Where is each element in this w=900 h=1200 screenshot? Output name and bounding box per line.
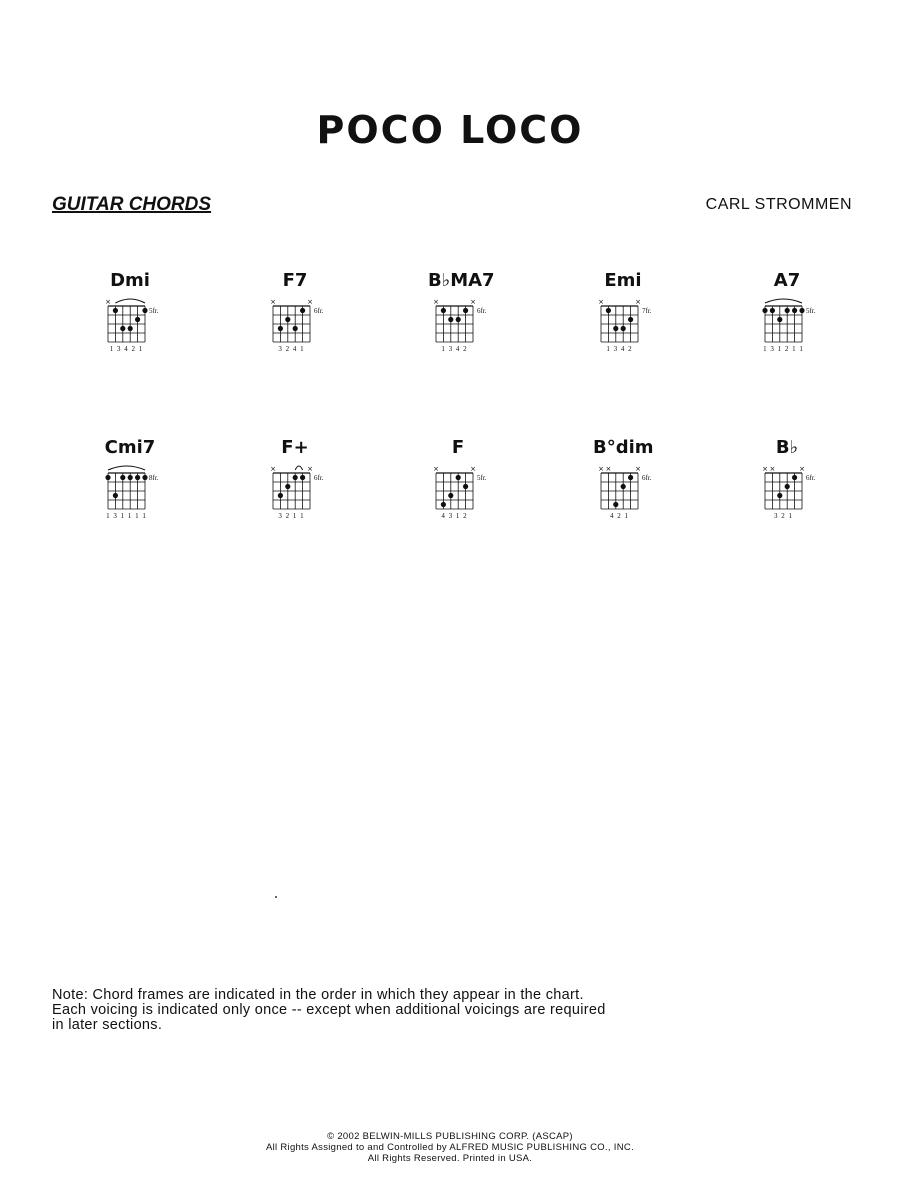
chord-name: B♭ [775, 437, 799, 458]
finger-dot [613, 326, 618, 331]
finger-dot [135, 475, 140, 480]
finger-dot [448, 317, 453, 322]
fret-position-label: 6fr. [477, 307, 487, 315]
finger-dot [120, 475, 125, 480]
finger-dot [285, 484, 290, 489]
fingering-label: 4 2 1 [610, 512, 629, 520]
finger-dot [278, 493, 283, 498]
finger-dot [762, 308, 767, 313]
chord-diagram [593, 270, 683, 380]
muted-string-marker: × [799, 465, 805, 473]
finger-dot [463, 308, 468, 313]
finger-dot [128, 475, 133, 480]
muted-string-marker: × [605, 465, 612, 473]
barre-arc [765, 299, 802, 303]
fret-position-label: 5fr. [149, 307, 159, 315]
finger-dot [142, 308, 147, 313]
chord-frame [265, 270, 355, 380]
fingering-label: 1 3 4 2 1 [109, 345, 144, 353]
chord-name: Dmi [110, 270, 150, 291]
finger-dot [441, 502, 446, 507]
chord-diagram [428, 270, 518, 380]
finger-dot [293, 326, 298, 331]
fingering-label: 3 2 4 1 [278, 345, 305, 353]
fingering-label: 1 3 1 1 1 1 [106, 512, 147, 520]
chord-diagram [265, 437, 355, 547]
fret-position-label: 8fr. [149, 474, 159, 482]
chord-name: Cmi7 [104, 437, 156, 458]
finger-dot [113, 493, 118, 498]
chord-name: F+ [281, 437, 309, 458]
finger-dot [135, 317, 140, 322]
chord-diagram [757, 437, 847, 547]
finger-dot [628, 475, 633, 480]
chord-name: Emi [604, 270, 642, 291]
footnote-line-3: in later sections. [52, 1017, 163, 1033]
composer-name: CARL STROMMEN [705, 196, 852, 213]
section-label: GUITAR CHORDS [52, 194, 212, 215]
chord-frame [593, 437, 683, 547]
finger-dot [441, 308, 446, 313]
finger-dot [456, 475, 461, 480]
muted-string-marker: × [598, 298, 604, 306]
finger-dot [628, 317, 633, 322]
chord-name: F7 [282, 270, 308, 291]
finger-dot [799, 308, 804, 313]
copyright-line-2: All Rights Assigned to and Controlled by ALFRED MUSIC PUBLISHING CO., INC. [265, 1142, 635, 1153]
muted-string-marker: × [762, 465, 768, 473]
copyright [0, 1131, 900, 1164]
muted-string-marker: × [307, 298, 313, 306]
chord-frame [757, 270, 847, 380]
muted-string-marker: × [635, 465, 641, 473]
chord-frame [593, 270, 683, 380]
muted-string-marker: × [307, 465, 313, 473]
chord-diagram [757, 270, 847, 380]
chord-diagram [428, 437, 518, 547]
fret-position-label: 6fr. [314, 474, 324, 482]
finger-dot [278, 326, 283, 331]
finger-dot [300, 475, 305, 480]
fingering-label: 4 3 1 2 [441, 512, 468, 520]
muted-string-marker: × [105, 298, 111, 306]
finger-dot [777, 493, 782, 498]
barre-arc [108, 466, 145, 470]
muted-string-marker: × [598, 465, 604, 473]
fingering-label: 3 2 1 [774, 512, 793, 520]
chord-name: B°dim [593, 437, 654, 458]
finger-dot [777, 317, 782, 322]
finger-dot [113, 308, 118, 313]
finger-dot [293, 475, 298, 480]
copyright-line-1: © 2002 BELWIN-MILLS PUBLISHING CORP. (ASCAP) [327, 1131, 573, 1142]
finger-dot [785, 308, 790, 313]
chord-frame [428, 437, 518, 547]
footnote-line-1: Note: Chord frames are indicated in the order in which they appear in the chart. [52, 987, 584, 1003]
muted-string-marker: × [270, 465, 276, 473]
finger-dot [785, 484, 790, 489]
chord-frame [428, 270, 518, 380]
fret-position-label: 6fr. [314, 307, 324, 315]
chord-frame [100, 270, 190, 380]
chord-frame [265, 437, 355, 547]
page-title: POCO LOCO [316, 108, 584, 152]
fret-position-label: 6fr. [806, 474, 816, 482]
fingering-label: 1 3 4 2 [441, 345, 468, 353]
muted-string-marker: × [433, 465, 439, 473]
chord-frame [757, 437, 847, 547]
fret-position-label: 5fr. [806, 307, 816, 315]
muted-string-marker: × [433, 298, 439, 306]
muted-string-marker: × [635, 298, 641, 306]
finger-dot [792, 308, 797, 313]
muted-string-marker: × [470, 465, 476, 473]
finger-dot [285, 317, 290, 322]
copyright-line-3: All Rights Reserved. Printed in USA. [367, 1153, 533, 1164]
finger-dot [770, 308, 775, 313]
footnote [52, 988, 852, 1033]
finger-dot [792, 475, 797, 480]
chord-name: A7 [773, 270, 801, 291]
finger-dot [142, 475, 147, 480]
finger-dot [105, 475, 110, 480]
chord-name: F [451, 437, 465, 458]
fingering-label: 3 2 1 1 [278, 512, 305, 520]
chord-diagram [265, 270, 355, 380]
chord-name: B♭MA7 [428, 270, 495, 291]
finger-dot [621, 484, 626, 489]
muted-string-marker: × [769, 465, 776, 473]
finger-dot [621, 326, 626, 331]
chord-diagram [100, 270, 190, 380]
muted-string-marker: × [470, 298, 476, 306]
barre-arc [115, 299, 145, 303]
footnote-line-2: Each voicing is indicated only once -- except when additional voicings are required [52, 1002, 606, 1018]
muted-string-marker: × [270, 298, 276, 306]
chord-diagram [100, 437, 190, 547]
finger-dot [606, 308, 611, 313]
finger-dot [448, 493, 453, 498]
stray-mark [275, 896, 277, 898]
chord-diagram [593, 437, 683, 547]
fret-position-label: 5fr. [477, 474, 487, 482]
fingering-label: 1 3 1 2 1 1 [763, 345, 804, 353]
finger-dot [128, 326, 133, 331]
finger-dot [120, 326, 125, 331]
finger-dot [463, 484, 468, 489]
fret-position-label: 6fr. [642, 474, 652, 482]
fingering-label: 1 3 4 2 [606, 345, 633, 353]
chord-frame [100, 437, 190, 547]
barre-arc [295, 466, 302, 470]
finger-dot [300, 308, 305, 313]
finger-dot [613, 502, 618, 507]
fret-position-label: 7fr. [642, 307, 652, 315]
finger-dot [456, 317, 461, 322]
